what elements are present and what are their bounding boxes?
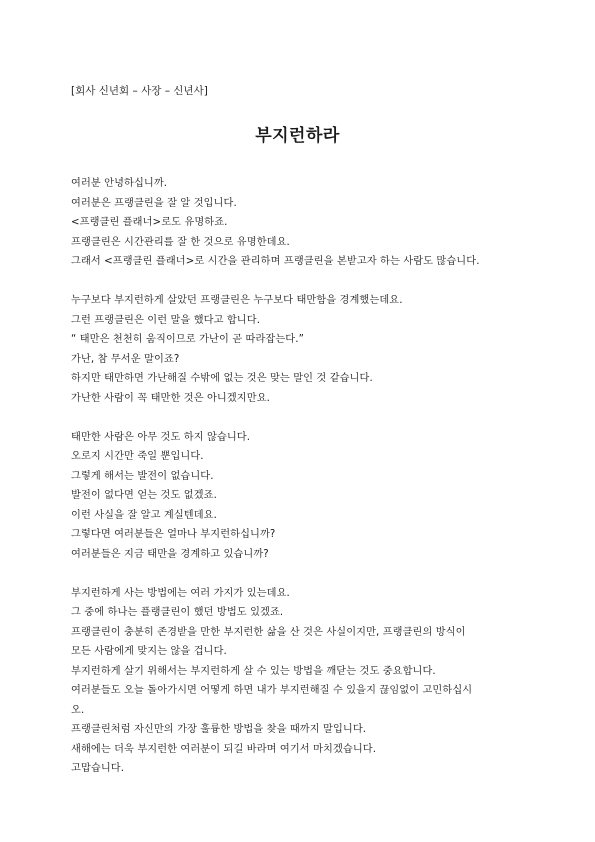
document-body xyxy=(71,174,531,798)
text-line: <프랭클린 플래너>로도 유명하죠. xyxy=(71,217,228,228)
text-line: 그렇다면 여러분들은 얼마나 부지런하십니까? xyxy=(71,529,276,540)
text-line: 그래서 <프랭클린 플래너>로 시간을 관리하며 프랭클린을 본받고자 하는 사람도 많습니다. xyxy=(71,256,480,267)
text-line: 그런 프랭클린은 이런 말을 했다고 합니다. xyxy=(71,314,261,326)
text-line: 태만한 사람은 아무 것도 하지 않습니다. xyxy=(71,431,251,443)
text-line: 새해에는 더욱 부지런한 여러분이 되길 바라며 여기서 마치겠습니다. xyxy=(71,743,377,755)
text-line: “ 태만은 천천히 움직이므로 가난이 곧 따라잡는다.” xyxy=(71,334,304,345)
text-line: 프랭클린처럼 자신만의 가장 훌륭한 방법을 찾을 때까지 말입니다. xyxy=(71,724,367,735)
paragraph xyxy=(71,174,531,272)
text-line: 이런 사실을 잘 알고 계실텐데요. xyxy=(71,509,217,521)
paragraph xyxy=(71,584,531,779)
text-line: 프랭클린이 충분히 존경받을 만한 부지런한 삶을 산 것은 사실이지만, 프랭클린의 방식이 xyxy=(71,626,466,638)
text-line: 여러분들도 오늘 돌아가시면 어떻게 하면 내가 부지런해질 수 있을지 끊임없이 고민하십시 xyxy=(71,685,473,696)
text-line: 여러분들은 지금 태만을 경계하고 있습니까? xyxy=(71,548,269,560)
text-line: 부지런하게 살기 위해서는 부지런하게 살 수 있는 방법을 깨닫는 것도 중요합니다. xyxy=(71,665,436,677)
text-line: 가난한 사람이 꼭 태만한 것은 아니겠지만요. xyxy=(71,392,270,404)
paragraph xyxy=(71,291,531,408)
text-line: 오로지 시간만 죽일 뿐입니다. xyxy=(71,451,204,462)
paragraph xyxy=(71,428,531,565)
text-line: 프랭클린은 시간관리를 잘 한 것으로 유명한데요. xyxy=(71,236,290,248)
text-line: 발전이 없다면 얻는 것도 없겠죠. xyxy=(71,490,217,501)
text-line: 여러분은 프랭클린을 잘 알 것입니다. xyxy=(71,197,237,209)
text-line: 여러분 안녕하십니까. xyxy=(71,178,168,189)
text-line: 오. xyxy=(71,704,85,716)
text-line: 모든 사람에게 맞지는 않을 겁니다. xyxy=(71,646,227,657)
text-line: 가난, 참 무서운 말이죠? xyxy=(71,353,180,365)
text-line: 부지런하게 사는 방법에는 여러 가지가 있는데요. xyxy=(71,587,290,599)
document-header-tag: [회사 신년회 – 사장 – 신년사] xyxy=(71,85,208,97)
text-line: 누구보다 부지런하게 살았던 프랭클린은 누구보다 태만함을 경계했는데요. xyxy=(71,295,403,306)
text-line: 고맙습니다. xyxy=(71,763,125,774)
text-line: 그렇게 해서는 발전이 없습니다. xyxy=(71,470,214,482)
text-line: 하지만 태만하면 가난해질 수밖에 없는 것은 맞는 말인 것 같습니다. xyxy=(71,373,373,384)
text-line: 그 중에 하나는 플랭클린이 했던 방법도 있겠죠. xyxy=(71,607,284,618)
document-title: 부지런하라 xyxy=(255,126,340,146)
